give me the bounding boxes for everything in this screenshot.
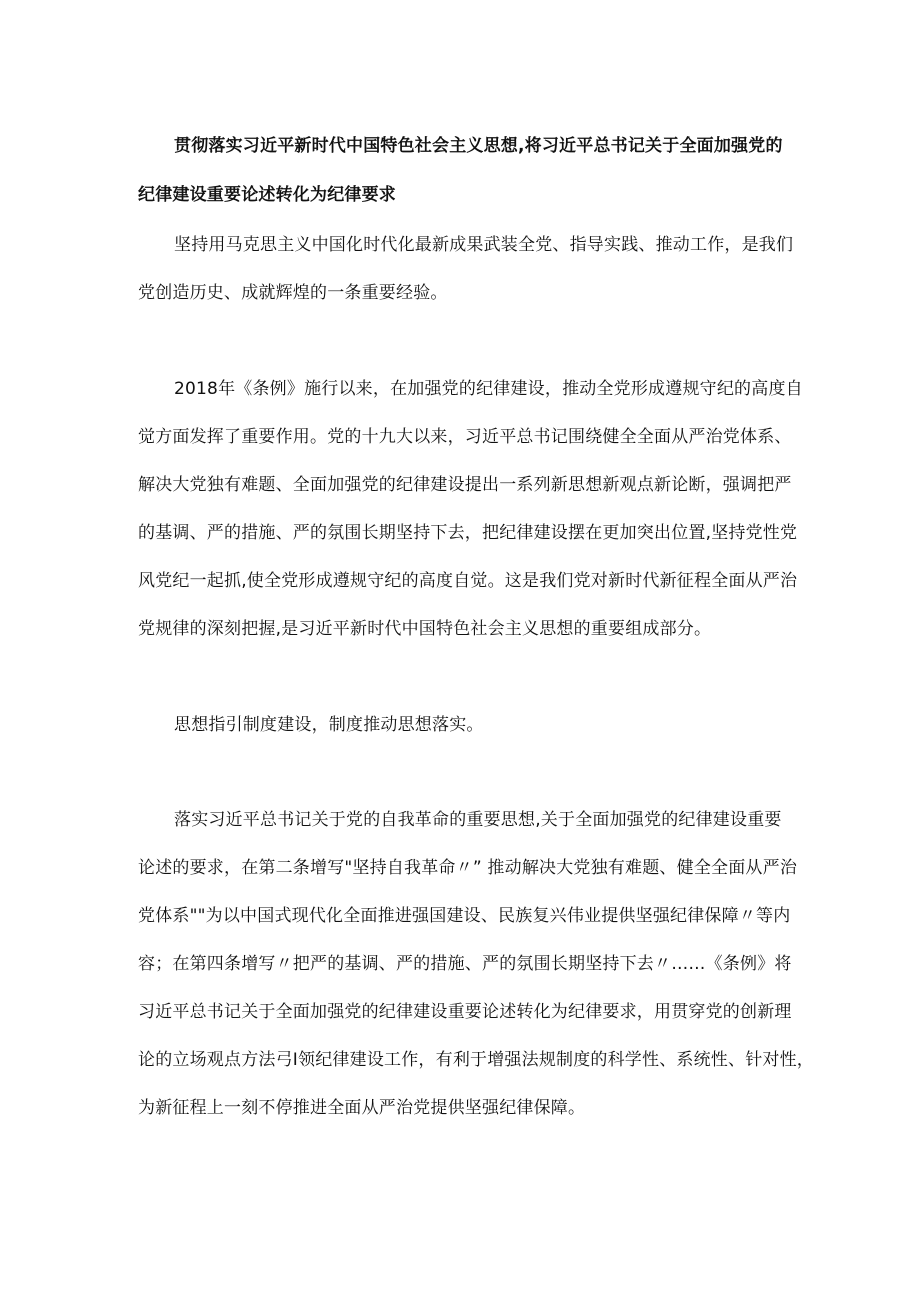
heading-line: 纪律建设重要论述转化为纪律要求	[138, 185, 396, 205]
heading-line: 贯彻落实习近平新时代中国特色社会主义思想,将习近平总书记关于全面加强党的	[174, 136, 783, 156]
paragraph-line: 风党纪一起抓,使全党形成遵规守纪的高度自觉。这是我们党对新时代新征程全面从严治	[138, 571, 798, 591]
paragraph-line: 落实习近平总书记关于党的自我革命的重要思想,关于全面加强党的纪律建设重要	[174, 810, 782, 830]
paragraph-line: 习近平总书记关于全面加强党的纪律建设重要论述转化为纪律要求，用贯穿党的创新理	[138, 1002, 792, 1022]
paragraph-line: 的基调、严的措施、严的氛围长期坚持下去，把纪律建设摆在更加突出位置,坚持党性党	[138, 523, 798, 543]
paragraph-line: 觉方面发挥了重要作用。党的十九大以来，习近平总书记围绕健全全面从严治党体系、	[138, 427, 792, 447]
paragraph-line: 党规律的深刻把握,是习近平新时代中国特色社会主义思想的重要组成部分。	[138, 619, 712, 639]
paragraph-line: 坚持用马克思主义中国化时代化最新成果武装全党、指导实践、推动工作，是我们	[174, 235, 794, 255]
paragraph-line: 论述的要求，在第二条增写"坚持自我革命〃” 推动解决大党独有难题、健全全面从严治	[138, 858, 798, 878]
paragraph-line: 解决大党独有难题、全面加强党的纪律建设提出一系列新思想新观点新论断，强调把严	[138, 475, 792, 495]
paragraph-line: 思想指引制度建设，制度推动思想落实。	[174, 715, 484, 735]
paragraph-line: 论的立场观点方法弓I领纪律建设工作，有利于增强法规制度的科学性、系统性、针对性，	[138, 1050, 815, 1070]
paragraph-line: 党创造历史、成就辉煌的一条重要经验。	[138, 283, 448, 303]
paragraph-line: 为新征程上一刻不停推进全面从严治党提供坚强纪律保障。	[138, 1098, 586, 1118]
paragraph-line: 2018年《条例》施行以来，在加强党的纪律建设，推动全党形成遵规守纪的高度自	[174, 379, 803, 399]
paragraph-line: 容；在第四条增写〃把严的基调、严的措施、严的氛围长期坚持下去〃……《条例》将	[138, 954, 792, 974]
paragraph-line: 党体系""为以中国式现代化全面推进强国建设、民族复兴伟业提供坚强纪律保障〃等内	[138, 906, 791, 926]
